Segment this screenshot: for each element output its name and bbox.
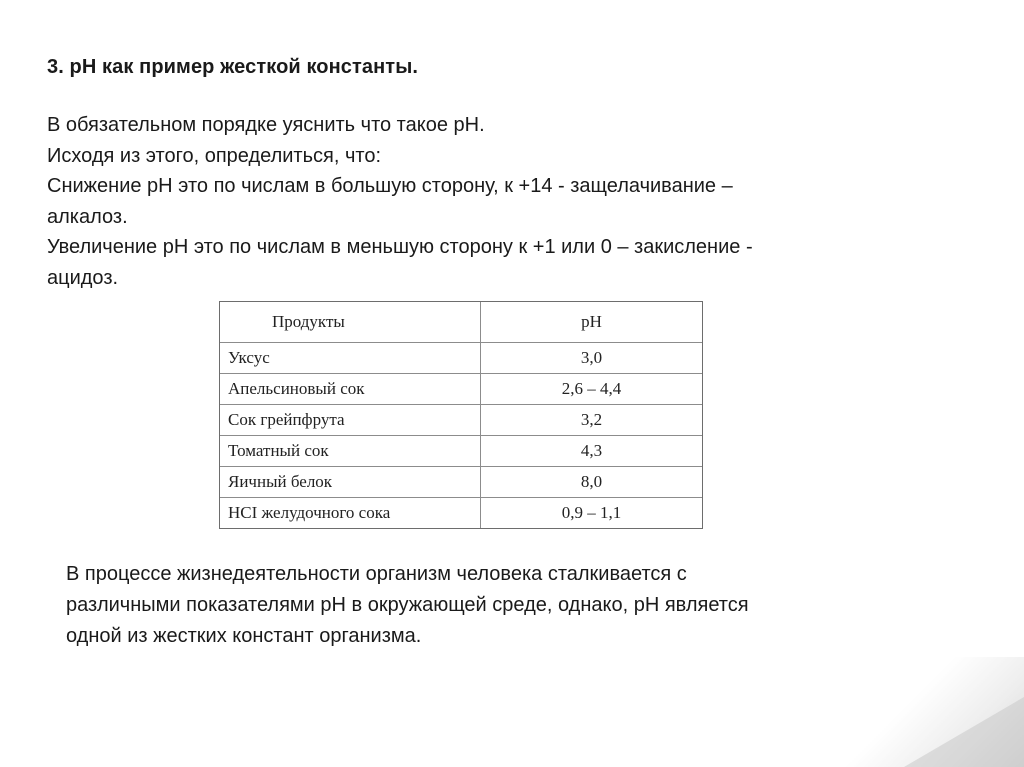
ph-cell: 3,0 bbox=[481, 343, 703, 374]
intro-line: Исходя из этого, определиться, что: bbox=[47, 144, 381, 167]
product-cell: Уксус bbox=[220, 343, 481, 374]
ph-cell: 0,9 – 1,1 bbox=[481, 498, 703, 529]
closing-line: одной из жестких констант организма. bbox=[66, 625, 422, 647]
table-row bbox=[220, 436, 703, 467]
ph-cell: 8,0 bbox=[481, 467, 703, 498]
ph-table bbox=[219, 301, 703, 529]
table-row bbox=[220, 498, 703, 529]
table-row bbox=[220, 467, 703, 498]
product-cell: HCI желудочного сока bbox=[220, 498, 481, 529]
product-cell: Апельсиновый сок bbox=[220, 374, 481, 405]
intro-line: алкалоз. bbox=[47, 205, 128, 228]
column-header-products: Продукты bbox=[220, 302, 481, 343]
intro-line: Увеличение рН это по числам в меньшую сторону к +1 или 0 – закисление - bbox=[47, 236, 753, 258]
table-header-row bbox=[220, 302, 703, 343]
table-row bbox=[220, 343, 703, 374]
intro-line: В обязательном порядке уяснить что такое рН. bbox=[47, 114, 485, 136]
intro-text bbox=[47, 110, 907, 293]
closing-line: В процессе жизнедеятельности организм человека сталкивается с bbox=[66, 563, 687, 585]
column-header-ph: pH bbox=[481, 302, 703, 343]
ph-cell: 3,2 bbox=[481, 405, 703, 436]
intro-line: Снижение рН это по числам в большую сторону, к +14 - защелачивание – bbox=[47, 175, 733, 197]
product-cell: Яичный белок bbox=[220, 467, 481, 498]
page-curl bbox=[904, 697, 1024, 767]
slide-heading: 3. рН как пример жесткой константы. bbox=[47, 56, 419, 78]
ph-cell: 4,3 bbox=[481, 436, 703, 467]
table-row bbox=[220, 405, 703, 436]
product-cell: Сок грейпфрута bbox=[220, 405, 481, 436]
ph-cell: 2,6 – 4,4 bbox=[481, 374, 703, 405]
table-row bbox=[220, 374, 703, 405]
closing-text bbox=[66, 559, 896, 652]
intro-line: ацидоз. bbox=[47, 266, 119, 289]
product-cell: Томатный сок bbox=[220, 436, 481, 467]
closing-line: различными показателями рН в окружающей среде, однако, рН является bbox=[66, 594, 749, 616]
